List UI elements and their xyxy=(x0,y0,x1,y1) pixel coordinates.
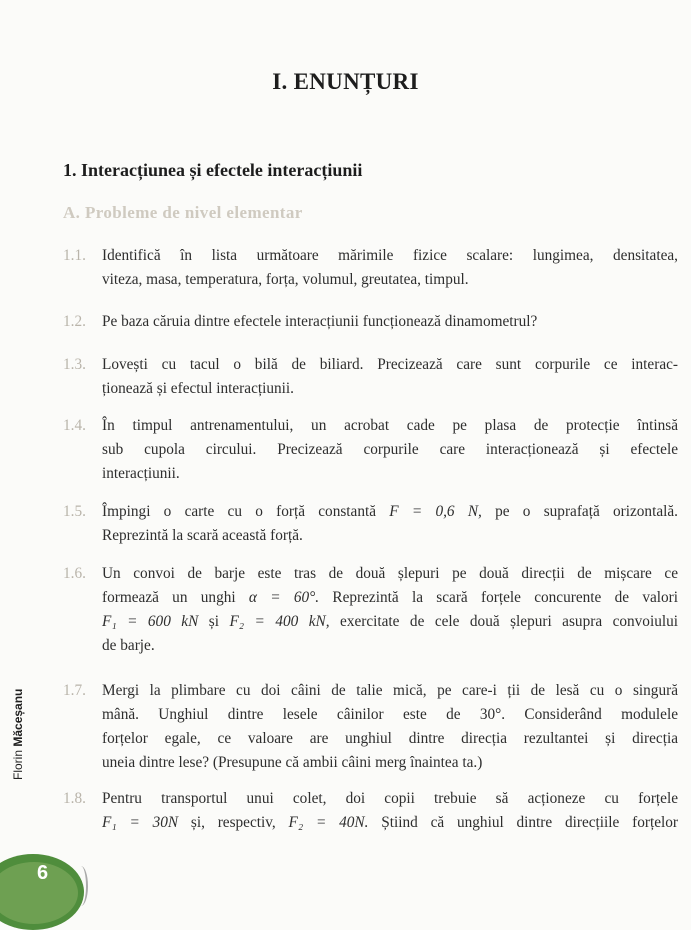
page-number: 6 xyxy=(37,862,49,884)
force-formula: F = 0,6 N, xyxy=(389,503,482,520)
author-last-name: Măceșanu xyxy=(11,688,25,747)
problem-number: 1.3. xyxy=(63,356,86,373)
problem-text-line: ționează și efectul interacțiunii. xyxy=(102,380,294,397)
force-formula: F₁ = 600 kN xyxy=(102,613,199,630)
problem-text-line: uneia dintre lese? (Presupune că ambii câini merg înaintea ta.) xyxy=(102,754,483,771)
problem-number: 1.5. xyxy=(63,503,86,520)
text-segment: Împingi o carte cu o forță constantă xyxy=(102,503,377,520)
problem-text-line: interacțiunii. xyxy=(102,465,180,482)
angle-formula: α = 60°. xyxy=(248,589,320,606)
side-author xyxy=(11,689,25,780)
text-segment: și, respectiv, xyxy=(190,814,276,831)
problem-1-8 xyxy=(63,787,678,835)
problem-text-line: Un convoi de barje este tras de două șlepuri pe două direcții de mișcare ce xyxy=(102,565,678,582)
force-formula: F₂ = 40N. xyxy=(288,814,369,831)
problem-text-line: Pe baza căruia dintre efectele interacțiunii funcționează dinamometrul? xyxy=(102,313,538,330)
problem-number: 1.8. xyxy=(63,790,86,807)
problem-text-line xyxy=(102,500,678,524)
section-title: 1. Interacțiunea și efectele interacțiunii xyxy=(63,160,363,180)
problem-text-line: Reprezintă la scară această forță. xyxy=(102,527,303,544)
problem-text-line: forțelor egale, ce valoare are unghiul dintre direcția rezultantei și direcția xyxy=(102,730,678,747)
page-corner-decoration xyxy=(74,866,88,906)
force-formula: F₁ = 30N xyxy=(102,814,179,831)
problem-text-line: Pentru transportul unui colet, doi copii trebuie să acționeze cu forțele xyxy=(102,790,678,807)
text-segment: exercitate de cele două șlepuri asupra convoiului xyxy=(340,613,678,630)
problem-text-line: Identifică în lista următoare mărimile fizice scalare: lungimea, densitatea, xyxy=(102,247,678,264)
problem-number: 1.4. xyxy=(63,417,86,434)
problem-text-line xyxy=(102,811,678,835)
problem-text-line xyxy=(102,610,678,634)
problem-number: 1.7. xyxy=(63,682,86,699)
problem-text-line: de barje. xyxy=(102,637,155,654)
problem-1-1 xyxy=(63,244,678,292)
text-segment: pe o suprafață orizontală. xyxy=(495,503,678,520)
problem-1-7 xyxy=(63,679,678,775)
problem-text-line: sub cupola circului. Precizează corpurile care interacționează și efectele xyxy=(102,441,678,458)
problem-number: 1.1. xyxy=(63,247,86,264)
text-segment: Reprezintă la scară forțele concurente de valori xyxy=(332,589,678,606)
author-first-name: Florin xyxy=(11,749,25,780)
problem-number: 1.2. xyxy=(63,313,86,330)
problem-text-line: Lovești cu tacul o bilă de biliard. Precizează care sunt corpurile ce interac- xyxy=(102,356,678,373)
problem-text-line: În timpul antrenamentului, un acrobat cade pe plasa de protecție întinsă xyxy=(102,417,678,434)
problem-number: 1.6. xyxy=(63,565,86,582)
problem-1-4 xyxy=(63,414,678,486)
problem-1-5 xyxy=(63,500,678,548)
force-formula: F₂ = 400 kN, xyxy=(229,613,330,630)
problem-text-line: Mergi la plimbare cu doi câini de talie mică, pe care-i ții de lesă cu o singură xyxy=(102,682,678,699)
subsection-title: A. Probleme de nivel elementar xyxy=(63,203,303,222)
problem-1-3 xyxy=(63,353,678,401)
problem-text-line xyxy=(102,586,678,610)
text-segment: Știind că unghiul dintre direcțiile forțelor xyxy=(381,814,678,831)
problem-text-line: mână. Unghiul dintre lesele câinilor este de 30°. Considerând modulele xyxy=(102,706,678,723)
text-segment: și xyxy=(208,613,219,630)
chapter-title: I. ENUNȚURI xyxy=(272,69,419,94)
problem-1-2 xyxy=(63,310,678,334)
problem-1-6 xyxy=(63,562,678,658)
problem-text-line: viteza, masa, temperatura, forța, volumul, greutatea, timpul. xyxy=(102,271,469,288)
text-segment: formează un unghi xyxy=(102,589,236,606)
